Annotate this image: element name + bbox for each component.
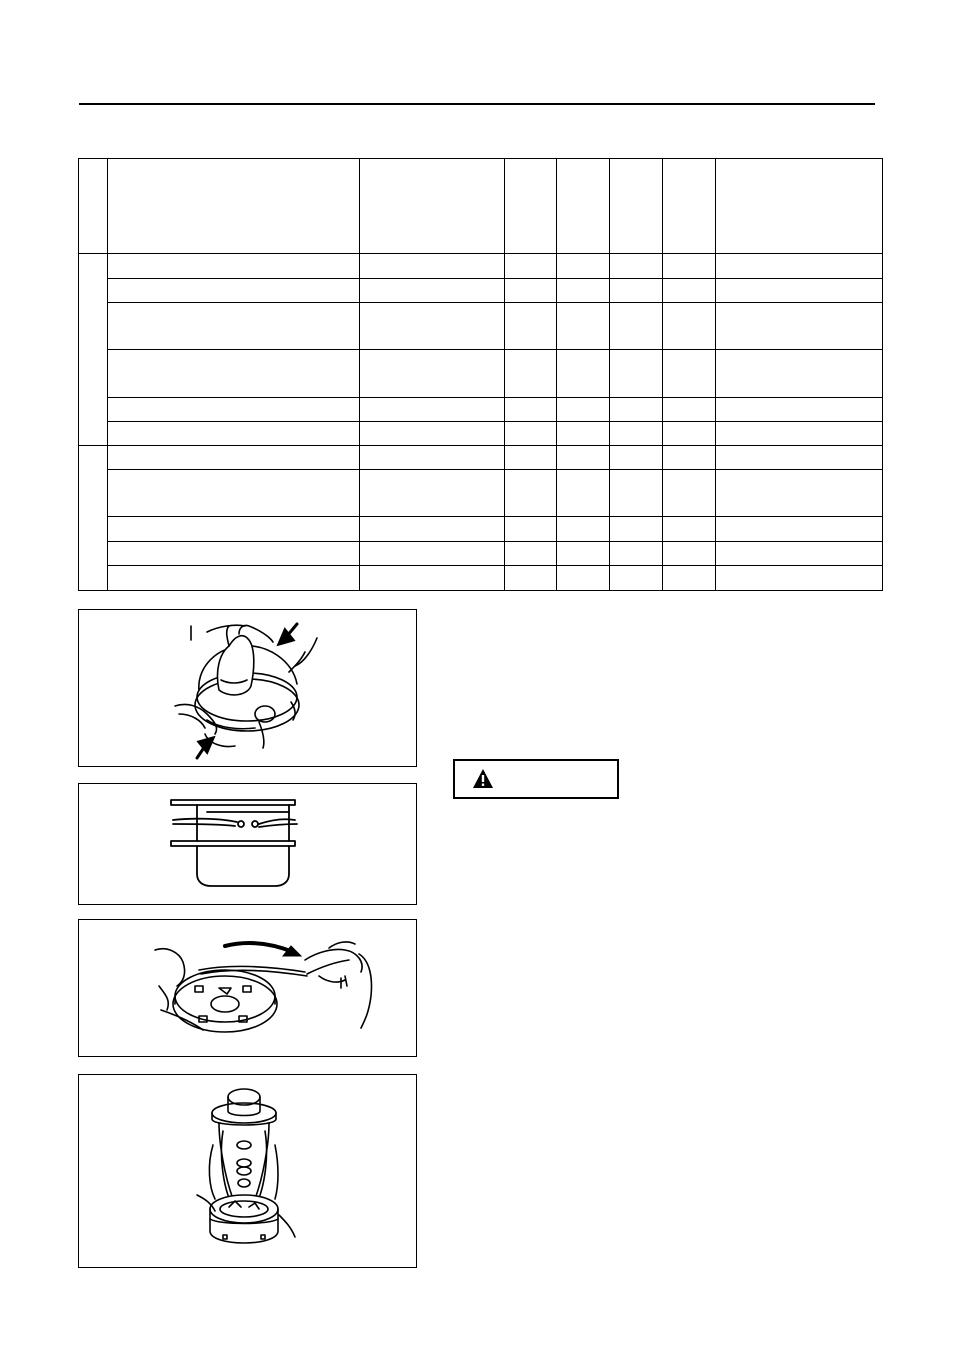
table-cell xyxy=(610,279,663,303)
table-cell xyxy=(610,542,663,566)
table-cell xyxy=(663,350,716,398)
table-cell xyxy=(610,254,663,279)
table-cell xyxy=(663,422,716,446)
maintenance-schedule-table xyxy=(78,158,883,591)
table-cell xyxy=(108,446,360,470)
table-group-cell xyxy=(79,446,108,591)
table-cell xyxy=(557,422,610,446)
table-cell xyxy=(108,470,360,517)
table-cell xyxy=(557,566,610,591)
table-row xyxy=(79,446,883,470)
table-cell xyxy=(79,159,108,254)
table-cell xyxy=(716,398,883,422)
table-cell xyxy=(716,446,883,470)
table-cell xyxy=(610,303,663,350)
table-cell xyxy=(663,159,716,254)
table-cell xyxy=(108,350,360,398)
table-cell xyxy=(505,279,557,303)
table-cell xyxy=(610,422,663,446)
table-cell xyxy=(663,398,716,422)
table-cell xyxy=(360,542,505,566)
table-cell xyxy=(360,398,505,422)
table-cell xyxy=(360,350,505,398)
table-header-row xyxy=(79,159,883,254)
table-cell xyxy=(108,279,360,303)
table-cell xyxy=(505,470,557,517)
table-cell xyxy=(505,303,557,350)
table-cell xyxy=(610,398,663,422)
table-row xyxy=(79,517,883,542)
table-cell xyxy=(108,517,360,542)
table-cell xyxy=(557,398,610,422)
table-cell xyxy=(610,566,663,591)
figure-spool-line-slot xyxy=(78,783,417,905)
table-cell xyxy=(557,350,610,398)
table-cell xyxy=(557,279,610,303)
table-cell xyxy=(716,517,883,542)
warning-triangle-icon xyxy=(472,768,494,790)
table-cell xyxy=(557,159,610,254)
table-cell xyxy=(108,542,360,566)
table-cell xyxy=(610,350,663,398)
table-row xyxy=(79,566,883,591)
table-cell xyxy=(360,422,505,446)
table-cell xyxy=(360,303,505,350)
table-cell xyxy=(108,422,360,446)
table-cell xyxy=(663,254,716,279)
table-cell xyxy=(108,303,360,350)
figure-spool-winding-line xyxy=(78,919,417,1057)
table-cell xyxy=(610,470,663,517)
table-row xyxy=(79,303,883,350)
table-cell xyxy=(505,422,557,446)
table-cell xyxy=(716,566,883,591)
table-cell xyxy=(610,159,663,254)
table-cell xyxy=(505,398,557,422)
table-cell xyxy=(505,542,557,566)
figure-trimmer-head-press-tabs xyxy=(78,609,417,767)
table-cell xyxy=(557,517,610,542)
table-cell xyxy=(557,446,610,470)
table-cell xyxy=(505,517,557,542)
figure-trimmer-head-reassembly xyxy=(78,1074,417,1268)
table-cell xyxy=(360,279,505,303)
table-cell xyxy=(663,279,716,303)
table-cell xyxy=(716,254,883,279)
table-cell xyxy=(716,159,883,254)
table-row xyxy=(79,422,883,446)
table-cell xyxy=(716,542,883,566)
winding-line-spool-icon xyxy=(79,920,418,1058)
table-cell xyxy=(610,517,663,542)
warning-box xyxy=(453,759,619,799)
table-cell xyxy=(108,398,360,422)
table-cell xyxy=(716,279,883,303)
table-cell xyxy=(610,446,663,470)
table-cell xyxy=(557,254,610,279)
table-cell xyxy=(360,517,505,542)
table-cell xyxy=(716,350,883,398)
table-cell xyxy=(360,446,505,470)
table-cell xyxy=(360,566,505,591)
table-row xyxy=(79,350,883,398)
table-cell xyxy=(716,422,883,446)
spool-line-slot-icon xyxy=(79,784,418,906)
table-cell xyxy=(505,446,557,470)
table-cell xyxy=(505,159,557,254)
table-cell xyxy=(505,254,557,279)
table-row xyxy=(79,470,883,517)
table-cell xyxy=(663,446,716,470)
table-row xyxy=(79,254,883,279)
trimmer-head-assembly-icon xyxy=(79,1075,418,1269)
table-cell xyxy=(360,470,505,517)
table-cell xyxy=(108,254,360,279)
table-cell xyxy=(663,470,716,517)
table-cell xyxy=(663,517,716,542)
table-cell xyxy=(663,566,716,591)
table-cell xyxy=(557,303,610,350)
table-cell xyxy=(663,303,716,350)
table-cell xyxy=(663,542,716,566)
table-row xyxy=(79,279,883,303)
table-cell xyxy=(360,254,505,279)
table-cell xyxy=(716,470,883,517)
table-cell xyxy=(360,159,505,254)
table-row xyxy=(79,542,883,566)
table-cell xyxy=(108,566,360,591)
header-rule xyxy=(79,103,875,105)
table-row xyxy=(79,398,883,422)
table-cell xyxy=(505,350,557,398)
hand-press-trimmer-head-icon xyxy=(79,610,418,768)
table-cell xyxy=(716,303,883,350)
table-cell xyxy=(557,542,610,566)
table-group-cell xyxy=(79,254,108,446)
table-cell xyxy=(557,470,610,517)
table-cell xyxy=(505,566,557,591)
table-cell xyxy=(108,159,360,254)
